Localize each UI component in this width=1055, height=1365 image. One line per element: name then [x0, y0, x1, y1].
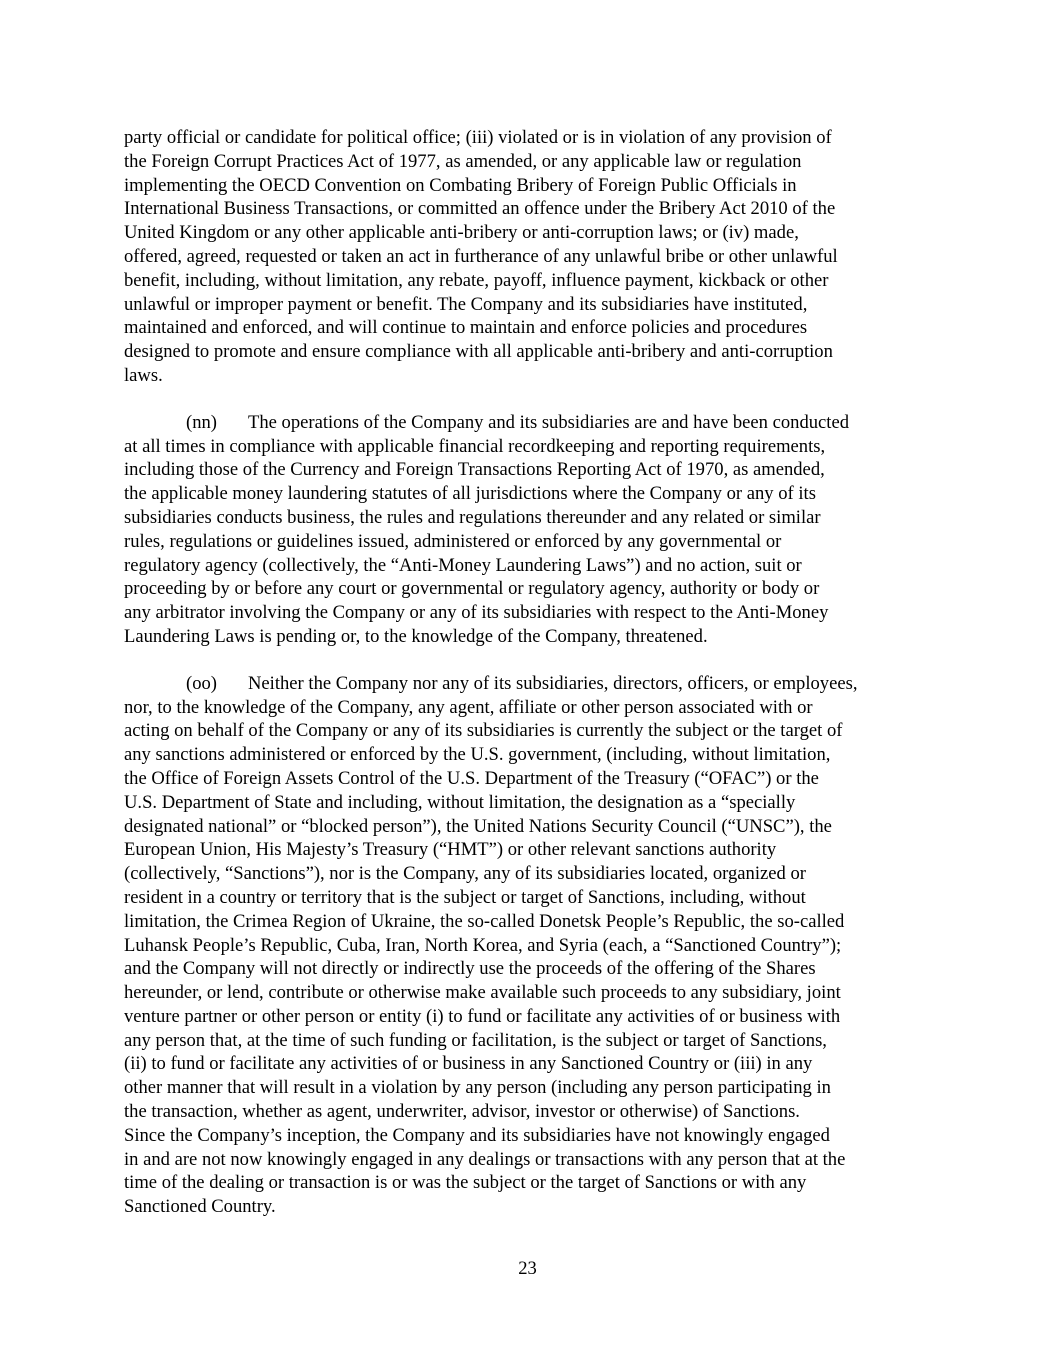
text-line: designed to promote and ensure compliance with all applicable anti-bribery and anti-corruption	[124, 341, 833, 363]
text-line: (collectively, “Sanctions”), nor is the Company, any of its subsidiaries located, organized or	[124, 863, 806, 885]
paragraph-label: (nn)	[186, 411, 217, 433]
text-line: other manner that will result in a violation by any person (including any person participating in	[124, 1077, 831, 1099]
text-line: including those of the Currency and Foreign Transactions Reporting Act of 1970, as amended,	[124, 459, 825, 481]
text-line: subsidiaries conducts business, the rules and regulations thereunder and any related or similar	[124, 506, 821, 528]
text-line: implementing the OECD Convention on Combating Bribery of Foreign Public Officials in	[124, 174, 797, 196]
text-line: designated national” or “blocked person”), the United Nations Security Council (“UNSC”), the	[124, 815, 832, 837]
text-line: offered, agreed, requested or taken an act in furtherance of any unlawful bribe or other unlawful	[124, 245, 838, 267]
text-line: at all times in compliance with applicable financial recordkeeping and reporting requirements,	[124, 435, 826, 457]
text-line: regulatory agency (collectively, the “Anti-Money Laundering Laws”) and no action, suit or	[124, 554, 802, 576]
text-line: hereunder, or lend, contribute or otherwise make available such proceeds to any subsidiary, joint	[124, 982, 841, 1004]
paragraph-continuation	[124, 126, 930, 388]
text-line: benefit, including, without limitation, any rebate, payoff, influence payment, kickback or other	[124, 269, 829, 291]
paragraph-nn	[124, 411, 930, 649]
text-line: nor, to the knowledge of the Company, any agent, affiliate or other person associated with or	[124, 696, 813, 718]
text-line	[124, 411, 930, 435]
text-line: Laundering Laws is pending or, to the knowledge of the Company, threatened.	[124, 625, 708, 647]
text-line: United Kingdom or any other applicable anti-bribery or anti-corruption laws; or (iv) made,	[124, 222, 799, 244]
text-line: any person that, at the time of such funding or facilitation, is the subject or target of Sanctions,	[124, 1029, 827, 1051]
text-line: any sanctions administered or enforced by the U.S. government, (including, without limitation,	[124, 744, 831, 766]
text-line: resident in a country or territory that is the subject or target of Sanctions, including, without	[124, 886, 806, 908]
text-line: European Union, His Majesty’s Treasury (“HMT”) or other relevant sanctions authority	[124, 839, 777, 861]
text-line: proceeding by or before any court or governmental or regulatory agency, authority or body or	[124, 578, 820, 600]
text-line: maintained and enforced, and will continue to maintain and enforce policies and procedures	[124, 317, 808, 339]
paragraph-label: (oo)	[186, 672, 217, 694]
text-line: in and are not now knowingly engaged in any dealings or transactions with any person that at the	[124, 1148, 846, 1170]
text-line: acting on behalf of the Company or any of its subsidiaries is currently the subject or the target of	[124, 720, 843, 742]
text-line: unlawful or improper payment or benefit. The Company and its subsidiaries have instituted,	[124, 293, 808, 315]
text-line: International Business Transactions, or committed an offence under the Bribery Act 2010 of the	[124, 198, 836, 220]
text-line: laws.	[124, 364, 163, 386]
text-line	[124, 672, 930, 696]
text-line: U.S. Department of State and including, without limitation, the designation as a “specially	[124, 791, 796, 813]
text-line: any arbitrator involving the Company or any of its subsidiaries with respect to the Anti-Money	[124, 602, 829, 624]
text-line: venture partner or other person or entity (i) to fund or facilitate any activities of or business with	[124, 1005, 841, 1027]
text-line: time of the dealing or transaction is or was the subject or the target of Sanctions or with any	[124, 1172, 807, 1194]
text-line: Sanctioned Country.	[124, 1196, 276, 1218]
document-page	[124, 126, 930, 1242]
text-line: Since the Company’s inception, the Company and its subsidiaries have not knowingly engaged	[124, 1124, 830, 1146]
text-line: and the Company will not directly or indirectly use the proceeds of the offering of the Shares	[124, 958, 816, 980]
text-line: the Foreign Corrupt Practices Act of 1977, as amended, or any applicable law or regulation	[124, 150, 802, 172]
text-line: the applicable money laundering statutes of all jurisdictions where the Company or any of its	[124, 483, 816, 505]
paragraph-oo	[124, 672, 930, 1219]
text-line: party official or candidate for political office; (iii) violated or is in violation of any provision of	[124, 127, 832, 148]
text-line: the transaction, whether as agent, underwriter, advisor, investor or otherwise) of Sanctions.	[124, 1101, 800, 1123]
text-line: limitation, the Crimea Region of Ukraine, the so-called Donetsk People’s Republic, the so-called	[124, 910, 845, 932]
page-number: 23	[518, 1258, 537, 1279]
text-line: the Office of Foreign Assets Control of the U.S. Department of the Treasury (“OFAC”) or the	[124, 767, 819, 789]
text-line: rules, regulations or guidelines issued, administered or enforced by any governmental or	[124, 530, 782, 552]
text-line-content: Neither the Company nor any of its subsidiaries, directors, officers, or employees,	[248, 672, 858, 694]
text-line-content: The operations of the Company and its subsidiaries are and have been conducted	[248, 411, 850, 433]
text-line: (ii) to fund or facilitate any activities of or business in any Sanctioned Country or (iii) in any	[124, 1053, 813, 1075]
text-line: Luhansk People’s Republic, Cuba, Iran, North Korea, and Syria (each, a “Sanctioned Country”);	[124, 934, 842, 956]
